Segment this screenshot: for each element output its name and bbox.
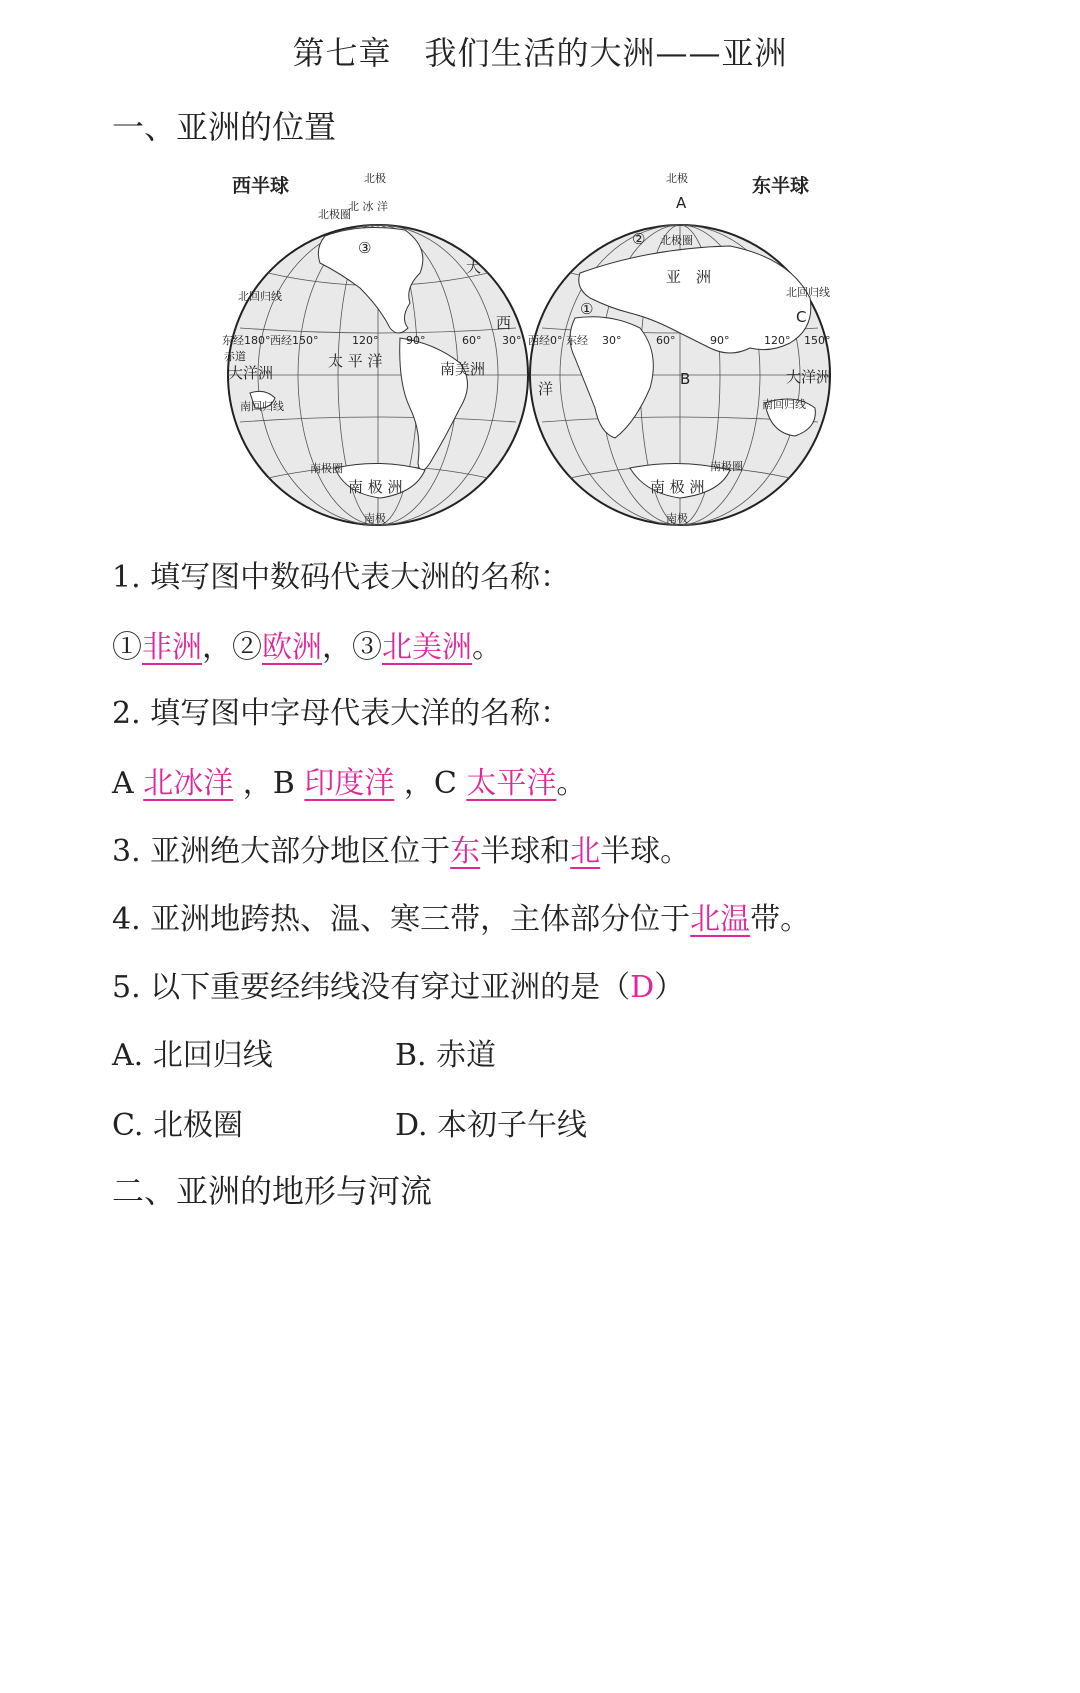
option-b: B. 赤道 bbox=[395, 1038, 497, 1073]
q5-answer-d: D bbox=[630, 970, 655, 1005]
east-lon-150-label: 150° bbox=[804, 334, 831, 347]
page-title: 第七章 我们生活的大洲——亚洲 bbox=[292, 34, 788, 72]
east-ocean-char-label: 洋 bbox=[538, 380, 554, 398]
answer-1-north-america: 北美洲 bbox=[382, 630, 472, 665]
answer-2 bbox=[112, 758, 586, 802]
east-circle-1-label: ① bbox=[580, 300, 594, 318]
answer-1 bbox=[112, 622, 502, 666]
east-letter-a-label: A bbox=[676, 194, 687, 212]
west-oceania-label: 大洋洲 bbox=[228, 364, 274, 382]
west-equator-label: 赤道 bbox=[224, 350, 246, 363]
answer-2-pacific-ocean: 太平洋 bbox=[466, 766, 557, 801]
east-antarctic-circle-label: 南极圈 bbox=[710, 460, 743, 473]
east-hemisphere-title: 东半球 bbox=[752, 175, 810, 197]
west-tropic-n-label: 北回归线 bbox=[238, 290, 282, 303]
question-2: 2. 填写图中字母代表大洋的名称： bbox=[112, 696, 571, 731]
east-asia-label: 亚 洲 bbox=[666, 268, 712, 286]
west-pacific-label: 太 平 洋 bbox=[328, 352, 383, 370]
east-antarctica-label: 南 极 洲 bbox=[650, 478, 705, 496]
option-c: C. 北极圈 bbox=[112, 1108, 243, 1143]
answer-1-sep1: ，② bbox=[202, 630, 262, 665]
section-heading-terrain: 二、亚洲的地形与河流 bbox=[112, 1172, 433, 1210]
hemisphere-map-svg bbox=[222, 172, 910, 574]
section-heading-location: 一、亚洲的位置 bbox=[112, 108, 337, 146]
east-tropic-n-label: 北回归线 bbox=[786, 286, 830, 299]
answer-2-prefix-c: ，C bbox=[394, 766, 467, 801]
answer-1-num1: ① bbox=[112, 630, 142, 665]
west-arctic-circle-label: 北极圈 bbox=[318, 208, 351, 221]
west-west-char-label: 西 bbox=[496, 314, 512, 332]
west-lon-60-label: 60° bbox=[462, 334, 482, 347]
q4-answer-north-temperate: 北温 bbox=[690, 902, 751, 937]
q4-text-2: 带。 bbox=[750, 902, 811, 937]
east-circle-2-label: ② bbox=[632, 230, 646, 248]
east-letter-c-label: C bbox=[796, 308, 807, 326]
q4-text-1: 4. 亚洲地跨热、温、寒三带，主体部分位于 bbox=[112, 902, 691, 937]
q3-text-2: 半球和 bbox=[480, 834, 571, 869]
answer-2-prefix-b: ，B bbox=[233, 766, 305, 801]
q3-text-1: 3. 亚洲绝大部分地区位于 bbox=[112, 834, 451, 869]
answer-1-end: 。 bbox=[472, 630, 502, 665]
east-north-pole-label: 北极 bbox=[666, 172, 688, 185]
answer-1-europe: 欧洲 bbox=[262, 630, 322, 665]
question-5 bbox=[112, 962, 684, 1006]
west-tropic-s-label: 南回归线 bbox=[240, 400, 284, 413]
west-big-char-label: 大 bbox=[466, 258, 482, 276]
west-hemisphere bbox=[222, 171, 528, 525]
q5-text-2: ） bbox=[654, 970, 685, 1005]
question-4 bbox=[112, 894, 810, 938]
east-south-pole-label: 南极 bbox=[666, 512, 688, 525]
west-lon-120-label: 120° bbox=[352, 334, 379, 347]
q3-answer-north: 北 bbox=[570, 834, 601, 869]
west-arctic-ocean-label: 北 冰 洋 bbox=[348, 200, 388, 213]
east-lon-60-label: 60° bbox=[656, 334, 676, 347]
answer-2-indian-ocean: 印度洋 bbox=[304, 766, 395, 801]
east-hemisphere bbox=[528, 171, 831, 525]
answer-2-end: 。 bbox=[556, 766, 587, 801]
east-lon-e-label: 东经 bbox=[566, 334, 588, 347]
q5-text-1: 5. 以下重要经纬线没有穿过亚洲的是（ bbox=[112, 970, 631, 1005]
answer-1-africa: 非洲 bbox=[142, 630, 202, 665]
east-lon-120-label: 120° bbox=[764, 334, 791, 347]
west-lon-30-label: 30° bbox=[502, 334, 522, 347]
west-antarctic-circle-label: 南极圈 bbox=[310, 462, 343, 475]
west-lon-180-label: 东经180° bbox=[222, 334, 271, 347]
q3-answer-east: 东 bbox=[450, 834, 481, 869]
east-lon-w0-label: 西经0° bbox=[528, 334, 563, 347]
answer-1-sep2: ，③ bbox=[322, 630, 382, 665]
west-lon-w150-label: 西经150° bbox=[270, 334, 319, 347]
east-arctic-circle-label: 北极圈 bbox=[660, 234, 693, 247]
west-antarctica-label: 南 极 洲 bbox=[348, 478, 403, 496]
east-lon-30-label: 30° bbox=[602, 334, 622, 347]
west-hemisphere-title: 西半球 bbox=[232, 175, 290, 197]
west-north-pole-label: 北极 bbox=[364, 172, 386, 185]
west-south-america-label: 南美洲 bbox=[440, 360, 486, 378]
question-3 bbox=[112, 826, 690, 870]
q3-text-3: 半球。 bbox=[600, 834, 691, 869]
option-a: A. 北回归线 bbox=[112, 1038, 273, 1073]
option-d: D. 本初子午线 bbox=[395, 1108, 588, 1143]
west-circle-3-label: ③ bbox=[358, 239, 372, 257]
hemisphere-map bbox=[222, 172, 910, 574]
east-oceania-label: 大洋洲 bbox=[786, 368, 832, 386]
west-south-pole-label: 南极 bbox=[364, 512, 386, 525]
west-lon-90-label: 90° bbox=[406, 334, 426, 347]
question-1: 1. 填写图中数码代表大洲的名称： bbox=[112, 560, 571, 595]
east-tropic-s-label: 南回归线 bbox=[762, 398, 806, 411]
answer-2-arctic-ocean: 北冰洋 bbox=[143, 766, 234, 801]
answer-2-prefix-a: A bbox=[112, 766, 144, 801]
east-lon-90-label: 90° bbox=[710, 334, 730, 347]
east-letter-b-label: B bbox=[680, 370, 691, 388]
